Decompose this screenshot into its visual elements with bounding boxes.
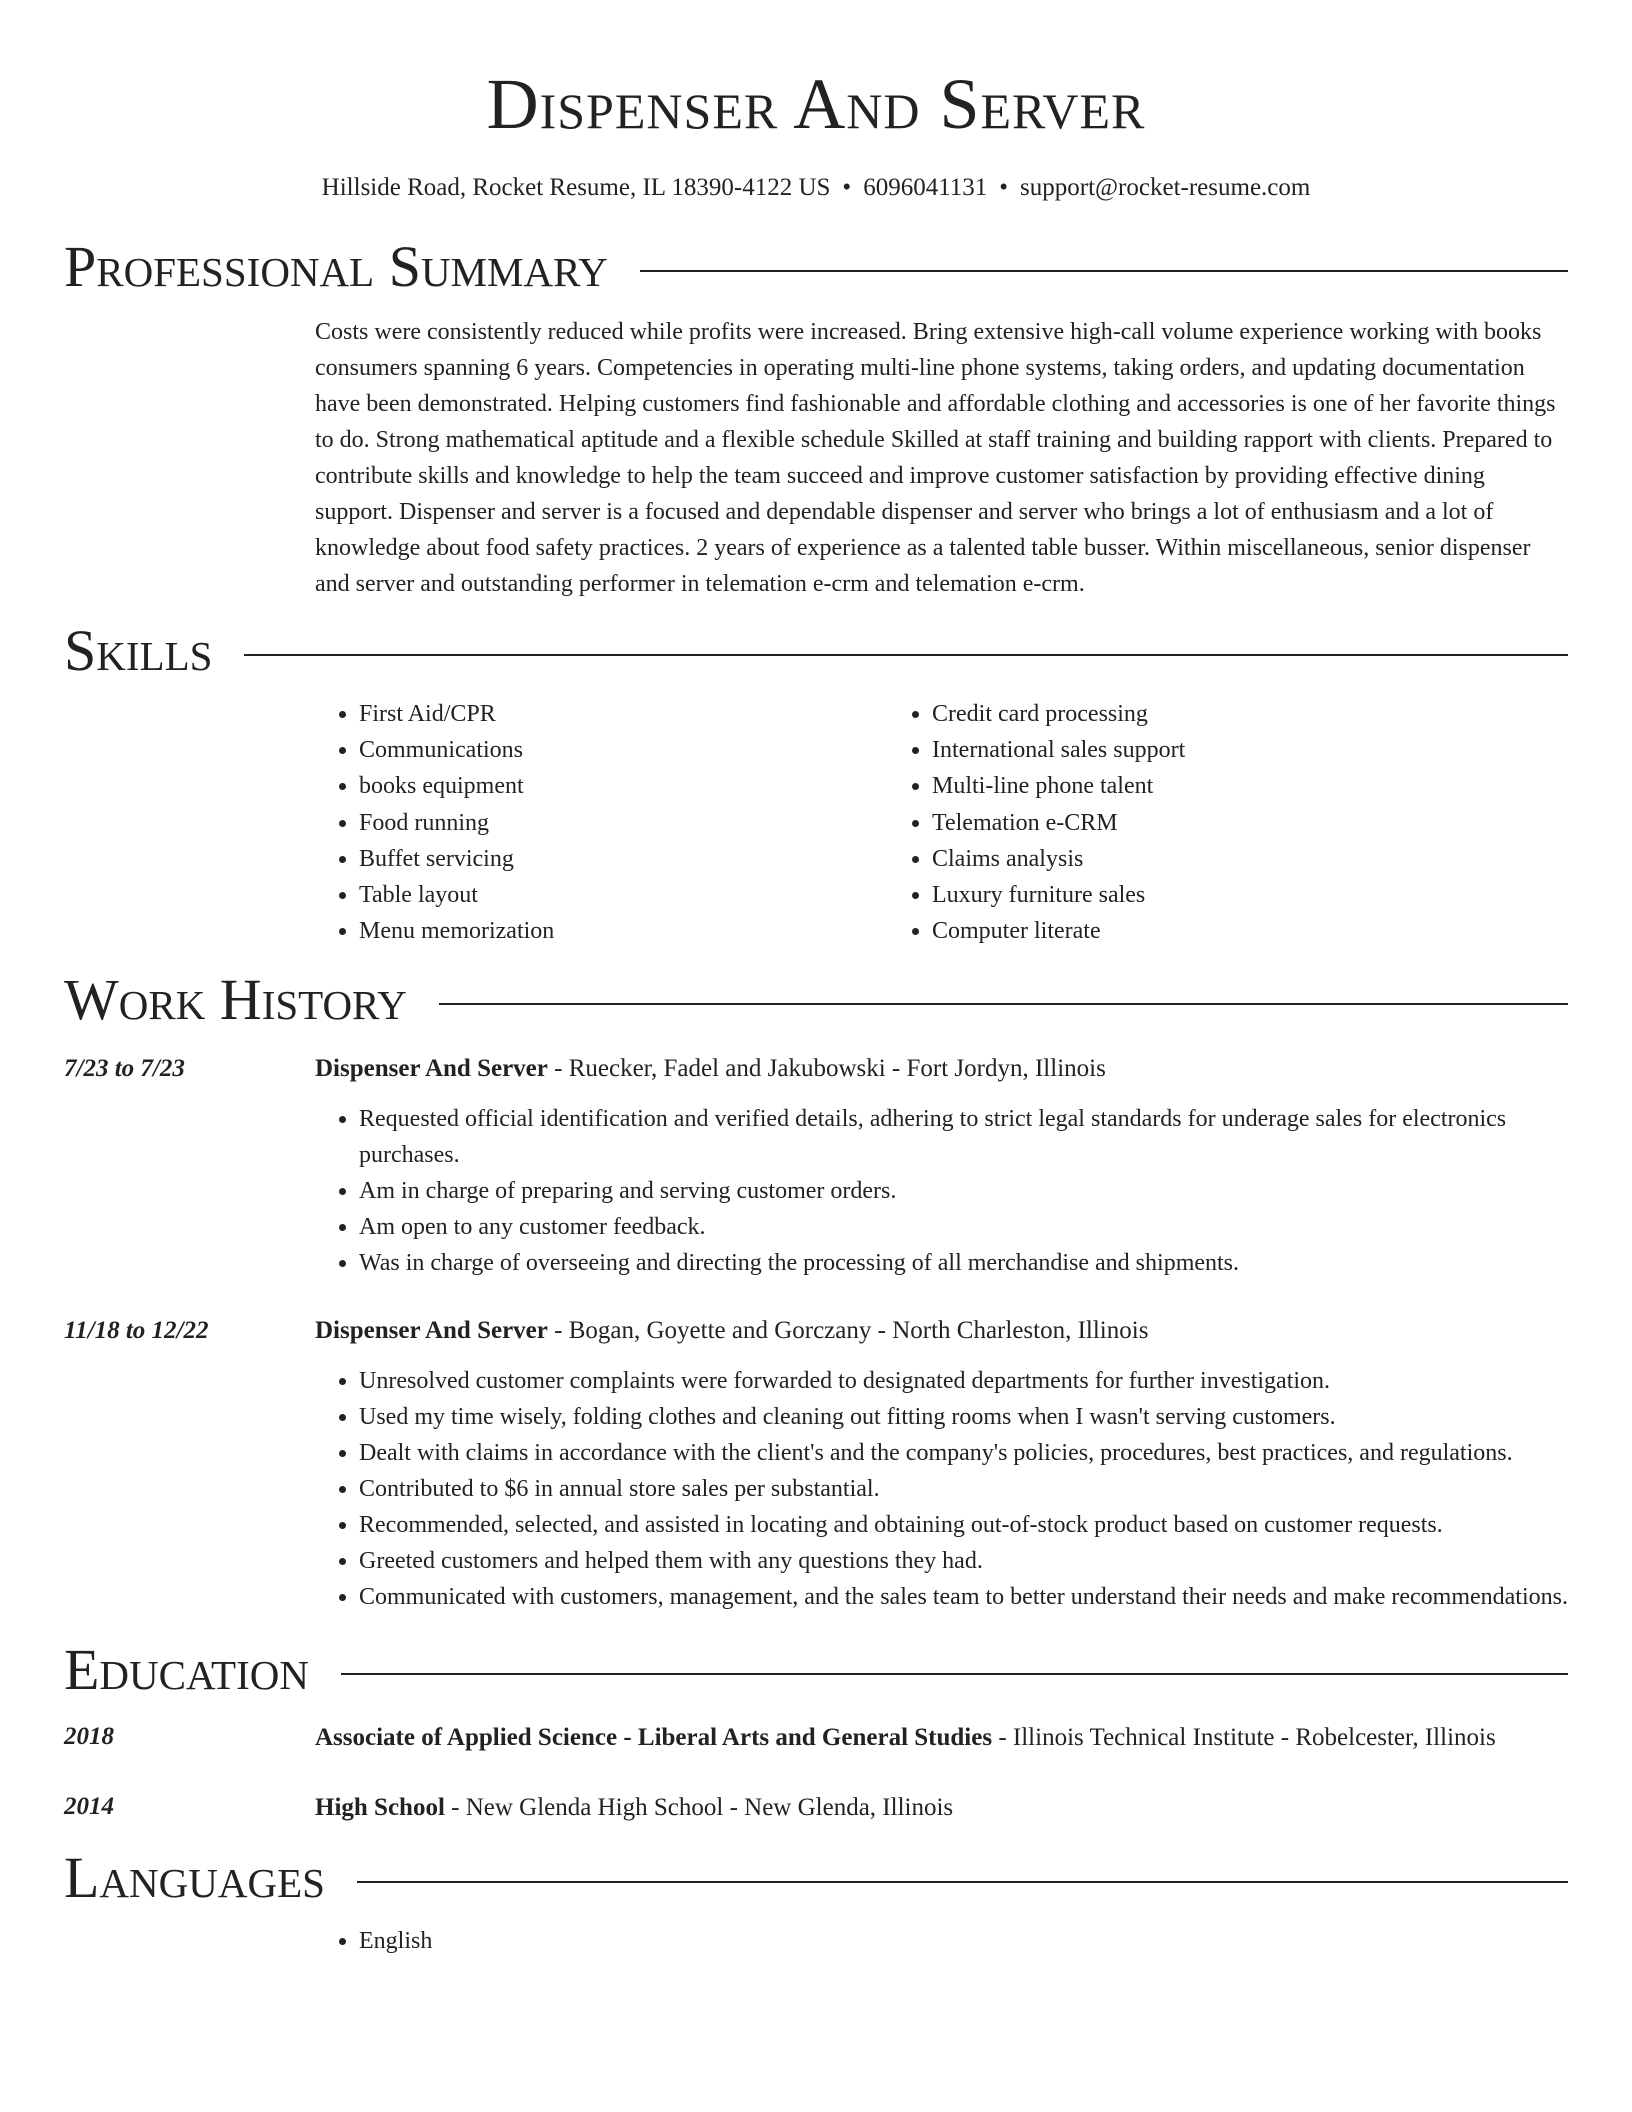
skill-item: • Computer literate xyxy=(932,913,1568,949)
job-bullet: • Unresolved customer complaints were forwarded to designated departments for further investigation. xyxy=(359,1363,1568,1399)
job-bullets xyxy=(315,1363,1568,1615)
job-body xyxy=(315,1313,1568,1615)
education-year: 2014 xyxy=(64,1793,114,1821)
languages-body xyxy=(315,1923,1568,1959)
contact-separator: • xyxy=(842,174,852,201)
contact-address: Hillside Road, Rocket Resume, IL 18390-4122 US xyxy=(321,174,831,201)
job-heading xyxy=(315,1051,1568,1087)
job-bullet: • Used my time wisely, folding clothes and cleaning out fitting rooms when I wasn't serving customers. xyxy=(359,1399,1568,1435)
section-divider xyxy=(640,270,1568,272)
section-title-summary: Professional Summary xyxy=(64,234,608,299)
job-bullet: • Communicated with customers, management, and the sales team to better understand their needs and make recommendations. xyxy=(359,1579,1568,1615)
skills-lists xyxy=(315,696,1568,949)
job-position: Dispenser And Server xyxy=(315,1055,548,1083)
languages-spacer xyxy=(64,1923,315,1959)
education-degree: High School xyxy=(315,1794,445,1822)
job-bullet: • Contributed to $6 in annual store sales per substantial. xyxy=(359,1471,1568,1507)
summary-section-header xyxy=(64,234,1568,300)
skill-item: • Credit card processing xyxy=(932,696,1568,732)
skill-item: • Luxury furniture sales xyxy=(932,877,1568,913)
job-bullet: • Was in charge of overseeing and directing the processing of all merchandise and shipments. xyxy=(359,1245,1568,1281)
job-position: Dispenser And Server xyxy=(315,1317,548,1345)
skills-list-right xyxy=(888,696,1568,949)
job-details: - Ruecker, Fadel and Jakubowski - Fort Jordyn, Illinois xyxy=(547,1055,1106,1083)
skill-item: • Menu memorization xyxy=(359,913,888,949)
section-divider xyxy=(341,1673,1568,1675)
skill-item: • International sales support xyxy=(932,732,1568,768)
education-entry xyxy=(64,1789,1568,1827)
section-title-education: Education xyxy=(64,1637,309,1703)
job-bullet: • Recommended, selected, and assisted in locating and obtaining out-of-stock product based on customer requests. xyxy=(359,1507,1568,1543)
job-bullet: • Dealt with claims in accordance with the client's and the company's policies, procedures, best practices, and regulations. xyxy=(359,1435,1568,1471)
contact-phone: 6096041131 xyxy=(863,174,988,201)
section-divider xyxy=(357,1881,1568,1883)
summary-text: Costs were consistently reduced while profits were increased. Bring extensive high-call volume experience working with books consumers spanning 6 years. Competencies in operating multi-line phone systems, taking orders, and updating documentation have been demonstrated. Helping customers find fashionable and affordable clothing and accessories is one of her favorite things to do. Strong mathematical aptitude and a flexible schedule Skilled at staff training and building rapport with clients. Prepared to contribute skills and knowledge to help the team succeed and improve customer satisfaction by providing effective dining support. Dispenser and server is a focused and dependable dispenser and server who brings a lot of enthusiasm and a lot of knowledge about food safety practices. 2 years of experience as a talented table busser. Within miscellaneous, senior dispenser and server and outstanding performer in telemation e-crm and telemation e-crm. xyxy=(315,319,1556,597)
job-entry xyxy=(64,1313,1568,1615)
section-title-work: Work History xyxy=(64,967,407,1033)
section-divider xyxy=(244,654,1568,656)
summary-body xyxy=(315,314,1568,602)
skills-row xyxy=(64,696,1568,949)
skill-item: • Table layout xyxy=(359,877,888,913)
section-title-skills: Skills xyxy=(64,618,213,683)
education-body xyxy=(315,1719,1568,1757)
education-year: 2018 xyxy=(64,1723,114,1751)
job-dates: 7/23 to 7/23 xyxy=(64,1055,185,1083)
summary-spacer xyxy=(64,314,315,602)
skill-item: • Claims analysis xyxy=(932,841,1568,877)
skill-item: • Multi-line phone talent xyxy=(932,768,1568,804)
education-details: - Illinois Technical Institute - Robelcester, Illinois xyxy=(992,1724,1496,1752)
job-bullets xyxy=(315,1101,1568,1281)
contact-email: support@rocket-resume.com xyxy=(1020,174,1311,201)
skills-spacer xyxy=(64,696,315,949)
section-title-languages: Languages xyxy=(64,1845,325,1911)
skill-item: • Buffet servicing xyxy=(359,841,888,877)
languages-section-header xyxy=(64,1845,1568,1911)
contact-line xyxy=(64,172,1568,204)
skill-item: • Communications xyxy=(359,732,888,768)
contact-separator: • xyxy=(999,174,1009,201)
job-bullet: • Requested official identification and verified details, adhering to strict legal standards for underage sales for electronics purchases. xyxy=(359,1101,1568,1173)
education-details: - New Glenda High School - New Glenda, Illinois xyxy=(444,1794,954,1822)
skills-list-left xyxy=(315,696,888,949)
job-body xyxy=(315,1051,1568,1281)
candidate-name: Dispenser And Server xyxy=(486,64,1146,144)
skills-section-header xyxy=(64,618,1568,684)
languages-row xyxy=(64,1923,1568,1959)
section-divider xyxy=(439,1003,1568,1005)
job-bullet: • Am open to any customer feedback. xyxy=(359,1209,1568,1245)
summary-row xyxy=(64,314,1568,602)
job-entry xyxy=(64,1051,1568,1281)
education-body xyxy=(315,1789,1568,1827)
job-dates: 11/18 to 12/22 xyxy=(64,1317,209,1345)
skill-item: • Telemation e-CRM xyxy=(932,805,1568,841)
education-degree: Associate of Applied Science - Liberal Arts and General Studies xyxy=(315,1724,993,1752)
job-bullet: • Greeted customers and helped them with any questions they had. xyxy=(359,1543,1568,1579)
education-section-header xyxy=(64,1637,1568,1703)
work-section-header xyxy=(64,967,1568,1033)
skill-item: • Food running xyxy=(359,805,888,841)
job-details: - Bogan, Goyette and Gorczany - North Charleston, Illinois xyxy=(547,1317,1149,1345)
languages-list xyxy=(315,1923,1568,1959)
skill-item: • First Aid/CPR xyxy=(359,696,888,732)
language-item: • English xyxy=(359,1923,1568,1959)
job-heading xyxy=(315,1313,1568,1349)
education-entry xyxy=(64,1719,1568,1757)
skill-item: • books equipment xyxy=(359,768,888,804)
job-bullet: • Am in charge of preparing and serving customer orders. xyxy=(359,1173,1568,1209)
